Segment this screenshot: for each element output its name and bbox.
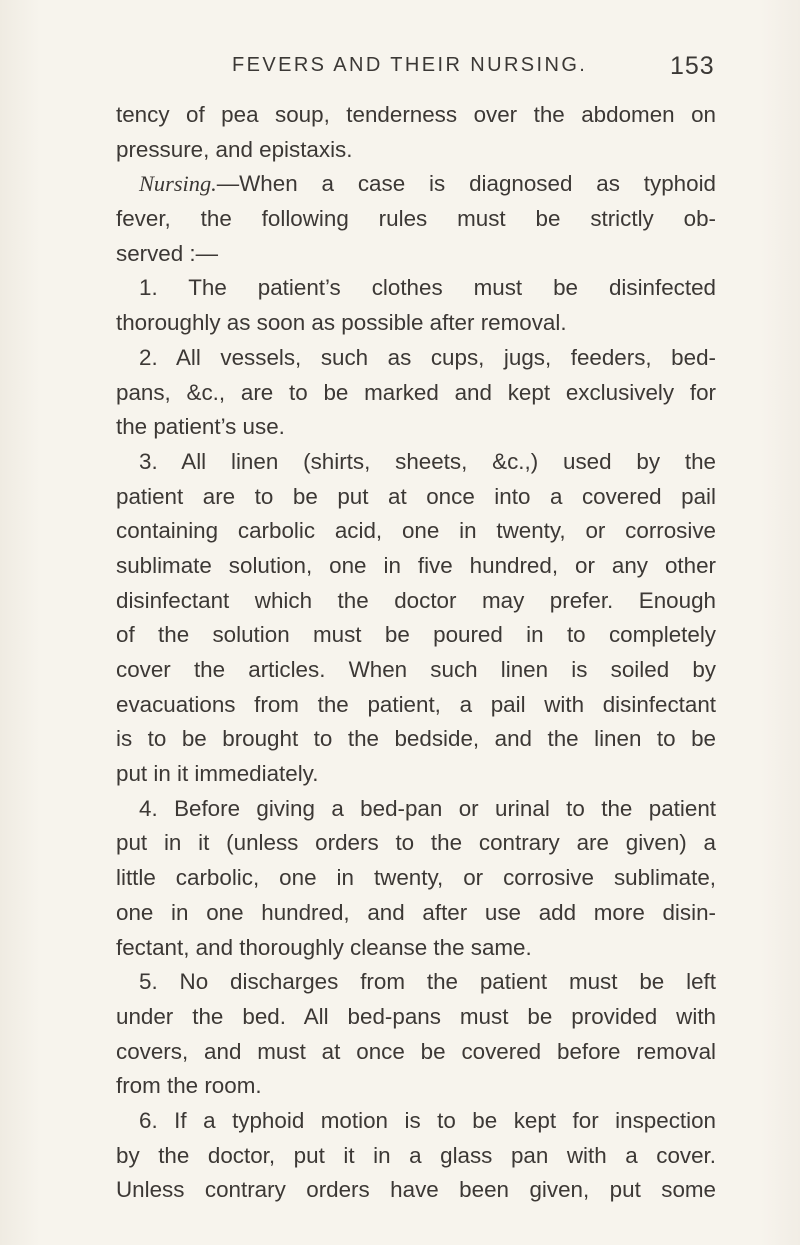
text-line: of the solution must be poured in to completely xyxy=(116,622,716,648)
text-line: evacuations from the patient, a pail with disinfectant xyxy=(116,691,716,717)
text-line: tency of pea soup, tenderness over the abdomen on xyxy=(116,102,716,127)
text-line: 4. Before giving a bed-pan or urinal to the patient xyxy=(139,795,716,821)
text-line: containing carbolic acid, one in twenty, or corrosive xyxy=(116,518,716,544)
text-line: covers, and must at once be covered before removal xyxy=(116,1038,716,1064)
text-line: served :— xyxy=(116,240,219,266)
text-line: 2. All vessels, such as cups, jugs, feeders, bed- xyxy=(139,344,716,370)
text-line: disinfectant which the doctor may prefer. Enough xyxy=(116,587,716,613)
text-line: little carbolic, one in twenty, or corrosive sublimate, xyxy=(116,865,716,891)
text-line xyxy=(116,167,716,202)
text-line: thoroughly as soon as possible after removal. xyxy=(116,310,567,336)
text-line: cover the articles. When such linen is soiled by xyxy=(116,657,716,682)
text-line: from the room. xyxy=(116,1073,262,1099)
text-line: fectant, and thoroughly cleanse the same. xyxy=(116,934,532,960)
text-line: pans, &c., are to be marked and kept exclusively for xyxy=(116,379,716,405)
text-line: put in it immediately. xyxy=(116,761,319,787)
page-number: 153 xyxy=(670,52,715,80)
text-line: fever, the following rules must be strictly ob- xyxy=(116,206,716,232)
text-line: one in one hundred, and after use add more disin- xyxy=(116,899,716,925)
section-heading-nursing: Nursing. xyxy=(139,171,217,197)
text-line: 3. All linen (shirts, sheets, &c.,) used by the xyxy=(139,448,716,474)
text-line: 1. The patient’s clothes must be disinfected xyxy=(139,275,716,301)
text-line: 5. No discharges from the patient must be left xyxy=(139,969,716,995)
text-line: under the bed. All bed-pans must be provided with xyxy=(116,1003,716,1029)
text-line: pressure, and epistaxis. xyxy=(116,136,353,162)
text-line: 6. If a typhoid motion is to be kept for inspection xyxy=(139,1107,716,1133)
text-line: the patient’s use. xyxy=(116,414,285,440)
text-line-fragment: —When a case is diagnosed as typhoid xyxy=(216,171,716,197)
text-line: patient are to be put at once into a covered pail xyxy=(116,483,716,509)
text-line: by the doctor, put it in a glass pan with a cover. xyxy=(116,1142,716,1168)
text-line: put in it (unless orders to the contrary are given) a xyxy=(116,830,716,856)
text-line: sublimate solution, one in five hundred, or any other xyxy=(116,552,716,578)
running-head-title: FEVERS AND THEIR NURSING. xyxy=(232,54,588,76)
text-line: Unless contrary orders have been given, put some xyxy=(116,1177,716,1203)
text-line: is to be brought to the bedside, and the linen to be xyxy=(116,726,716,752)
running-head xyxy=(0,52,800,92)
body-text xyxy=(116,98,716,1208)
